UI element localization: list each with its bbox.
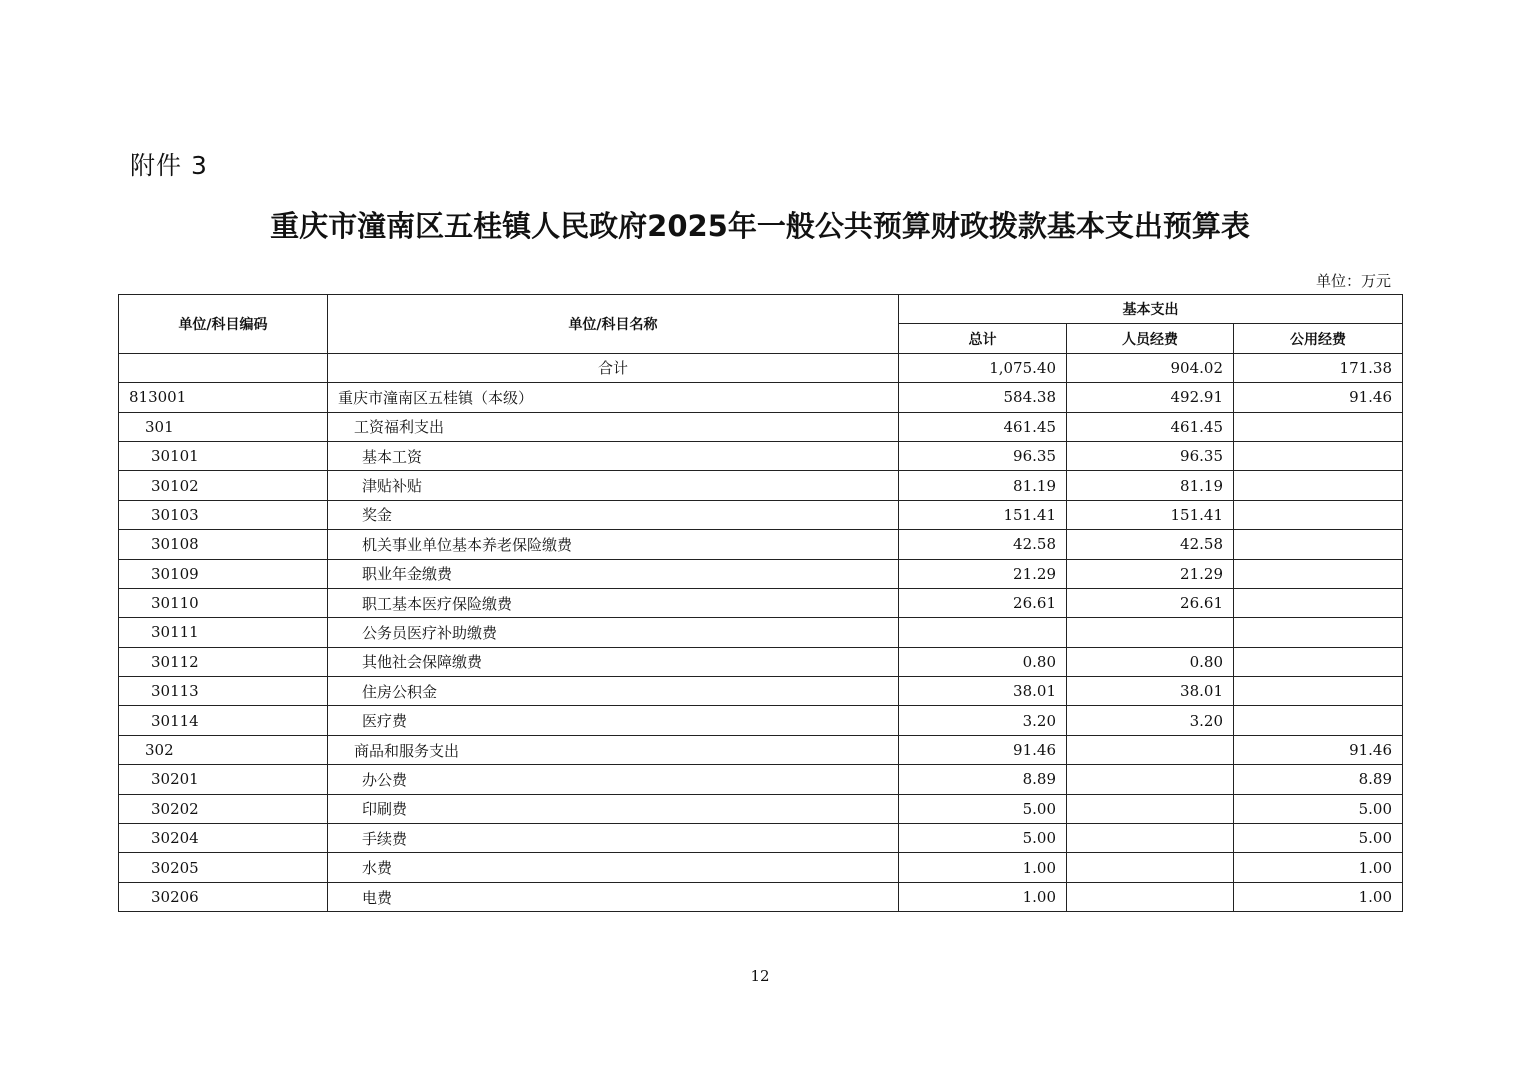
cell-total: 584.38 (899, 383, 1067, 412)
table-row (119, 353, 1403, 382)
table-row (119, 559, 1403, 588)
cell-total: 1,075.40 (899, 353, 1067, 382)
cell-public (1234, 471, 1403, 500)
cell-code: 30109 (119, 559, 328, 588)
cell-public (1234, 441, 1403, 470)
cell-public (1234, 412, 1403, 441)
cell-public (1234, 647, 1403, 676)
cell-total: 5.00 (899, 794, 1067, 823)
cell-code: 30202 (119, 794, 328, 823)
cell-code: 30201 (119, 765, 328, 794)
cell-total: 5.00 (899, 824, 1067, 853)
cell-code: 30206 (119, 882, 328, 911)
table-row (119, 765, 1403, 794)
cell-name: 电费 (328, 882, 899, 911)
cell-personnel: 96.35 (1067, 441, 1234, 470)
table-row (119, 706, 1403, 735)
cell-code: 813001 (119, 383, 328, 412)
table-row (119, 441, 1403, 470)
header-total: 总计 (899, 324, 1067, 353)
cell-name: 水费 (328, 853, 899, 882)
table-row (119, 677, 1403, 706)
cell-public: 1.00 (1234, 853, 1403, 882)
cell-personnel (1067, 824, 1234, 853)
cell-personnel: 904.02 (1067, 353, 1234, 382)
cell-name: 奖金 (328, 500, 899, 529)
cell-name: 职工基本医疗保险缴费 (328, 588, 899, 617)
table-row (119, 647, 1403, 676)
cell-code: 30112 (119, 647, 328, 676)
cell-personnel: 42.58 (1067, 530, 1234, 559)
cell-name: 办公费 (328, 765, 899, 794)
cell-code: 30101 (119, 441, 328, 470)
cell-public (1234, 618, 1403, 647)
cell-total: 81.19 (899, 471, 1067, 500)
table-row (119, 794, 1403, 823)
page-number: 12 (750, 967, 770, 985)
table-row (119, 530, 1403, 559)
cell-personnel: 3.20 (1067, 706, 1234, 735)
header-name: 单位/科目名称 (328, 295, 899, 354)
cell-code: 30102 (119, 471, 328, 500)
cell-personnel (1067, 882, 1234, 911)
cell-personnel (1067, 853, 1234, 882)
cell-public: 171.38 (1234, 353, 1403, 382)
cell-personnel (1067, 794, 1234, 823)
cell-code: 302 (119, 735, 328, 764)
cell-personnel: 151.41 (1067, 500, 1234, 529)
header-code: 单位/科目编码 (119, 295, 328, 354)
cell-personnel (1067, 735, 1234, 764)
cell-name: 医疗费 (328, 706, 899, 735)
cell-name: 工资福利支出 (328, 412, 899, 441)
cell-total: 96.35 (899, 441, 1067, 470)
cell-personnel: 81.19 (1067, 471, 1234, 500)
cell-name: 津贴补贴 (328, 471, 899, 500)
table-header (119, 295, 1403, 354)
table-row (119, 824, 1403, 853)
cell-name: 其他社会保障缴费 (328, 647, 899, 676)
cell-personnel: 0.80 (1067, 647, 1234, 676)
cell-public (1234, 677, 1403, 706)
table-row (119, 412, 1403, 441)
cell-personnel (1067, 618, 1234, 647)
table-row (119, 735, 1403, 764)
cell-total: 151.41 (899, 500, 1067, 529)
cell-total: 91.46 (899, 735, 1067, 764)
cell-code: 30204 (119, 824, 328, 853)
cell-public: 5.00 (1234, 794, 1403, 823)
cell-name: 商品和服务支出 (328, 735, 899, 764)
cell-total: 8.89 (899, 765, 1067, 794)
cell-total: 0.80 (899, 647, 1067, 676)
cell-code: 30108 (119, 530, 328, 559)
header-public: 公用经费 (1234, 324, 1403, 353)
cell-name: 公务员医疗补助缴费 (328, 618, 899, 647)
cell-total: 26.61 (899, 588, 1067, 617)
cell-public: 5.00 (1234, 824, 1403, 853)
cell-name: 职业年金缴费 (328, 559, 899, 588)
cell-name: 合计 (328, 353, 899, 382)
header-basic-expenditure: 基本支出 (899, 295, 1403, 324)
cell-code (119, 353, 328, 382)
cell-name: 机关事业单位基本养老保险缴费 (328, 530, 899, 559)
cell-public: 91.46 (1234, 735, 1403, 764)
cell-code: 30111 (119, 618, 328, 647)
cell-public (1234, 559, 1403, 588)
cell-code: 30114 (119, 706, 328, 735)
cell-total: 461.45 (899, 412, 1067, 441)
cell-personnel: 492.91 (1067, 383, 1234, 412)
cell-total (899, 618, 1067, 647)
cell-personnel: 21.29 (1067, 559, 1234, 588)
table-row (119, 500, 1403, 529)
cell-total: 21.29 (899, 559, 1067, 588)
cell-public (1234, 500, 1403, 529)
cell-total: 42.58 (899, 530, 1067, 559)
cell-code: 30205 (119, 853, 328, 882)
cell-code: 30113 (119, 677, 328, 706)
cell-name: 手续费 (328, 824, 899, 853)
table-row (119, 882, 1403, 911)
cell-total: 1.00 (899, 882, 1067, 911)
attachment-label: 附件 3 (130, 151, 208, 180)
table-row (119, 383, 1403, 412)
cell-name: 基本工资 (328, 441, 899, 470)
cell-code: 301 (119, 412, 328, 441)
table-body (119, 353, 1403, 911)
cell-total: 3.20 (899, 706, 1067, 735)
document-title: 重庆市潼南区五桂镇人民政府2025年一般公共预算财政拨款基本支出预算表 (270, 209, 1250, 243)
cell-total: 38.01 (899, 677, 1067, 706)
table-row (119, 618, 1403, 647)
cell-public (1234, 706, 1403, 735)
cell-public (1234, 530, 1403, 559)
cell-name: 印刷费 (328, 794, 899, 823)
budget-table (118, 294, 1403, 912)
cell-code: 30110 (119, 588, 328, 617)
cell-total: 1.00 (899, 853, 1067, 882)
cell-personnel: 461.45 (1067, 412, 1234, 441)
cell-code: 30103 (119, 500, 328, 529)
cell-personnel: 38.01 (1067, 677, 1234, 706)
unit-label: 单位：万元 (1315, 272, 1391, 290)
table-row (119, 588, 1403, 617)
cell-public: 91.46 (1234, 383, 1403, 412)
cell-name: 住房公积金 (328, 677, 899, 706)
cell-public: 8.89 (1234, 765, 1403, 794)
header-personnel: 人员经费 (1067, 324, 1234, 353)
cell-public: 1.00 (1234, 882, 1403, 911)
cell-name: 重庆市潼南区五桂镇（本级） (328, 383, 899, 412)
table-row (119, 471, 1403, 500)
cell-personnel: 26.61 (1067, 588, 1234, 617)
table-row (119, 853, 1403, 882)
cell-personnel (1067, 765, 1234, 794)
cell-public (1234, 588, 1403, 617)
